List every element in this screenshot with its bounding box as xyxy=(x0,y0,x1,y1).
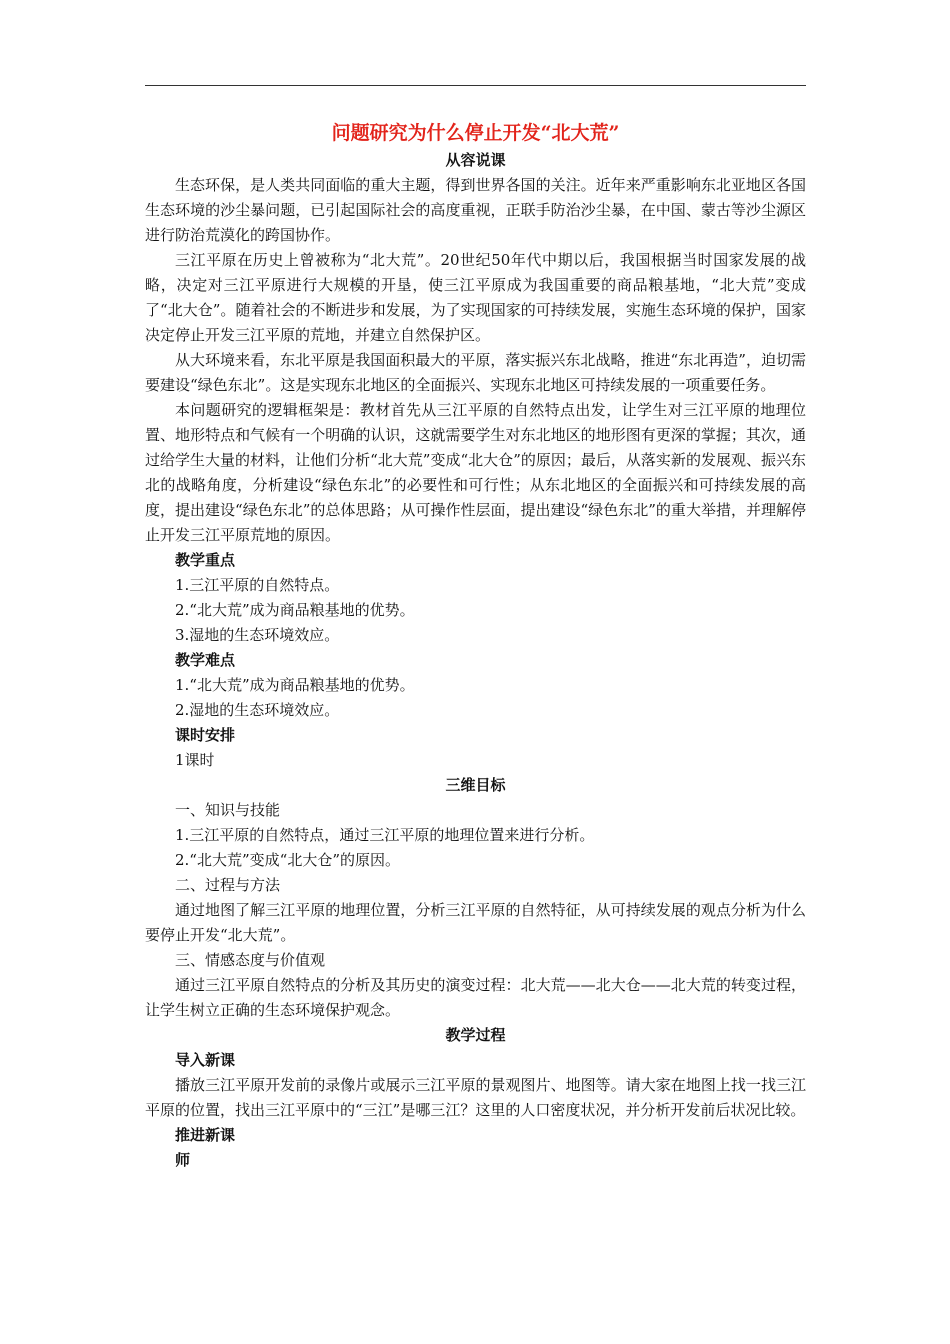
teacher-label: 师 xyxy=(175,1151,191,1169)
schedule-heading: 课时安排 xyxy=(175,726,236,744)
section-heading-cong-rong: 从容说课 xyxy=(445,151,506,169)
difficult-points-heading: 教学难点 xyxy=(175,651,236,669)
objectives-heading: 三维目标 xyxy=(445,776,506,794)
key-point-item: 2.“北大荒”成为商品粮基地的优势。 xyxy=(175,601,415,619)
difficult-point-item: 1.“北大荒”成为商品粮基地的优势。 xyxy=(175,676,415,694)
intro-lesson-heading: 导入新课 xyxy=(175,1051,236,1069)
advance-lesson-heading: 推进新课 xyxy=(175,1126,236,1144)
key-point-item: 3.湿地的生态环境效应。 xyxy=(175,626,340,644)
key-points-heading: 教学重点 xyxy=(175,551,236,569)
intro-lesson-text: 播放三江平原开发前的录像片或展示三江平原的景观图片、地图等。请大家在地图上找一找三江平原的位置，找出三江平原中的“三江”是哪三江？这里的人口密度状况，并分析开发前后状况比较。 xyxy=(145,1076,806,1119)
knowledge-item: 1.三江平原的自然特点，通过三江平原的地理位置来进行分析。 xyxy=(175,826,595,844)
attitude-heading: 三、情感态度与价值观 xyxy=(175,951,326,969)
knowledge-heading: 一、知识与技能 xyxy=(175,801,281,819)
key-point-item: 1.三江平原的自然特点。 xyxy=(175,576,340,594)
intro-paragraph-4: 本问题研究的逻辑框架是：教材首先从三江平原的自然特点出发，让学生对三江平原的地理位置、地形特点和气候有一个明确的认识，这就需要学生对东北地区的地形图有更深的掌握；其次，通过给学生大量的材料，让他们分析“北大荒”变成“北大仓”的原因；最后，从落实新的发展观、振兴东北的战略角度，分析建设“绿色东北”的必要性和可行性；从东北地区的全面振兴和可持续发展的高度，提出建设“绿色东北”的总体思路；从可操作性层面，提出建设“绿色东北”的重大举措，并理解停止开发三江平原荒地的原因。 xyxy=(145,401,806,544)
process-method-text: 通过地图了解三江平原的地理位置，分析三江平原的自然特征，从可持续发展的观点分析为什么要停止开发“北大荒”。 xyxy=(145,901,806,944)
teaching-process-heading: 教学过程 xyxy=(445,1026,506,1044)
intro-paragraph-3: 从大环境来看，东北平原是我国面积最大的平原，落实振兴东北战略，推进“东北再造”，迫切需要建设“绿色东北”。这是实现东北地区的全面振兴、实现东北地区可持续发展的一项重要任务。 xyxy=(145,351,806,394)
intro-paragraph-1: 生态环保，是人类共同面临的重大主题，得到世界各国的关注。近年来严重影响东北亚地区各国生态环境的沙尘暴问题，已引起国际社会的高度重视，正联手防治沙尘暴，在中国、蒙古等沙尘源区进行防治荒漠化的跨国协作。 xyxy=(145,176,806,244)
difficult-point-item: 2.湿地的生态环境效应。 xyxy=(175,701,340,719)
knowledge-item: 2.“北大荒”变成“北大仓”的原因。 xyxy=(175,851,400,869)
header-rule xyxy=(145,85,806,86)
process-method-heading: 二、过程与方法 xyxy=(175,876,281,894)
document-page xyxy=(145,118,806,1173)
intro-paragraph-2: 三江平原在历史上曾被称为“北大荒”。20世纪50年代中期以后，我国根据当时国家发展的战略，决定对三江平原进行大规模的开垦，使三江平原成为我国重要的商品粮基地，“北大荒”变成了“北大仓”。随着社会的不断进步和发展，为了实现国家的可持续发展，实施生态环境的保护，国家决定停止开发三江平原的荒地，并建立自然保护区。 xyxy=(145,251,806,344)
document-title: 问题研究为什么停止开发“北大荒” xyxy=(331,122,620,144)
schedule-value: 1课时 xyxy=(175,751,215,769)
attitude-text: 通过三江平原自然特点的分析及其历史的演变过程：北大荒——北大仓——北大荒的转变过程，让学生树立正确的生态环境保护观念。 xyxy=(145,976,806,1019)
